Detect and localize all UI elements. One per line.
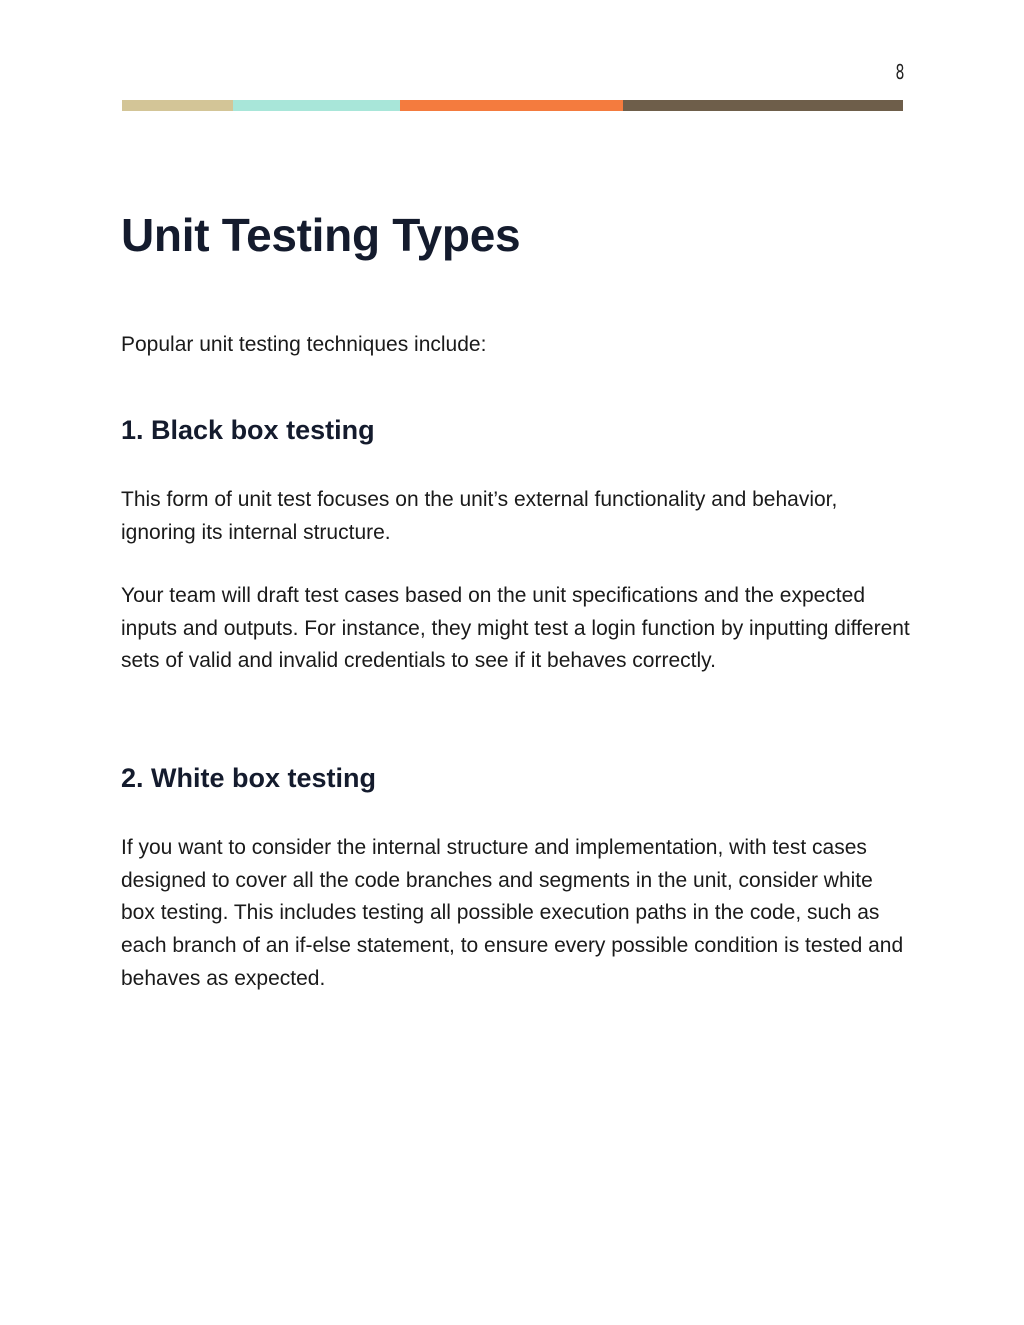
black-box-paragraph-1: This form of unit test focuses on the unit’s external functionality and behavior, ignoring its internal structure. [121,488,838,544]
section-heading-black-box: 1. Black box testing [121,415,375,445]
accent-color-bar [122,100,903,111]
page-title: Unit Testing Types [121,209,521,261]
accent-bar-segment-tan [122,100,233,111]
accent-bar-segment-mint [233,100,400,111]
white-box-paragraph-1: If you want to consider the internal structure and implementation, with test cases designed to cover all the code branches and segments in the unit, consider white box testing. This includes testing all possible execution paths in the code, such as each branch of an if-else statement, to ensure every possible condition is tested and behaves as expected. [121,836,904,990]
accent-bar-segment-orange [400,100,623,111]
section-heading-white-box: 2. White box testing [121,763,377,793]
intro-text: Popular unit testing techniques include: [121,333,487,356]
black-box-paragraph-2: Your team will draft test cases based on the unit specifications and the expected inputs and outputs. For instance, they might test a login function by inputting different sets of valid and invalid credentials to see if it behaves correctly. [121,584,910,673]
page-number: 8 [895,60,904,84]
accent-bar-segment-brown [623,100,903,111]
